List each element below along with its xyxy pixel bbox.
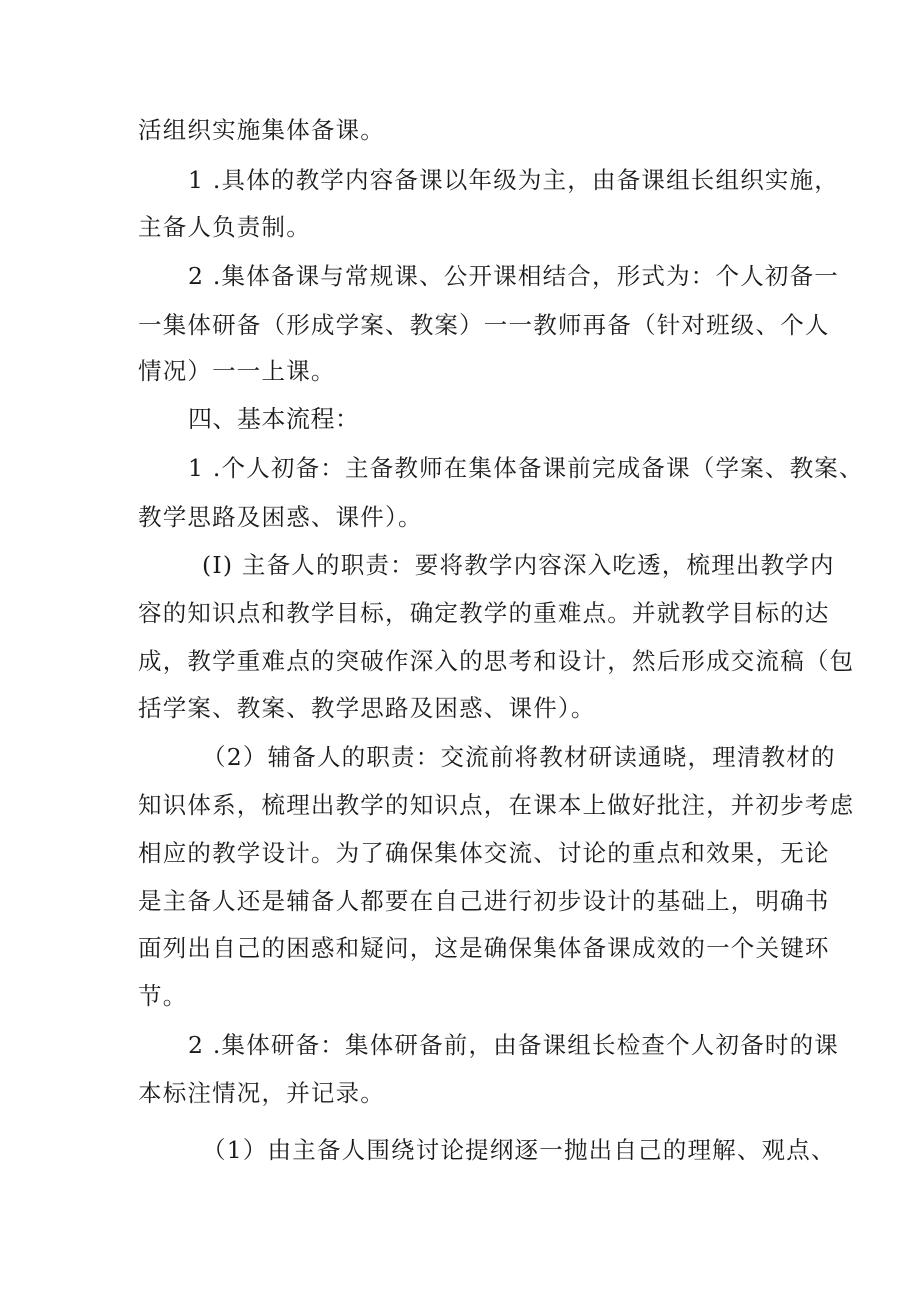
text-line-14: （2）辅备人的职责：交流前将教材研读通晓，理清教材的 — [202, 743, 836, 771]
section-heading: 四、基本流程： — [188, 405, 360, 433]
text-line-19: 节。 — [138, 982, 188, 1010]
text-line-9: 教学思路及困惑、课件）。 — [138, 503, 423, 531]
text-line-22: （1）由主备人围绕讨论提纲逐一抛出自己的理解、观点、 — [202, 1136, 836, 1164]
text-line-16: 相应的教学设计。为了确保集体交流、讨论的重点和效果，无论 — [138, 839, 830, 867]
text-line-2: 1 .具体的教学内容备课以年级为主，由备课组长组织实施， — [188, 166, 839, 194]
text-line-15: 知识体系，梳理出教学的知识点，在课本上做好批注，并初步考虑 — [138, 791, 855, 819]
text-line-1: 活组织实施集体备课。 — [138, 116, 385, 144]
text-line-6: 情况）一一上课。 — [138, 357, 336, 385]
text-line-21: 本标注情况，并记录。 — [138, 1079, 385, 1107]
text-line-8: 1 .个人初备：主备教师在集体备课前完成备课（学案、教案、 — [188, 454, 864, 482]
text-line-12: 成，教学重难点的突破作深入的思考和设计，然后形成交流稿（包 — [138, 647, 855, 675]
text-line-18: 面列出自己的困惑和疑问，这是确保集体备课成效的一个关键环 — [138, 934, 830, 962]
text-line-10: (I) 主备人的职责：要将教学内容深入吃透，梳理出教学内 — [202, 551, 835, 579]
text-line-17: 是主备人还是辅备人都要在自己进行初步设计的基础上，明确书 — [138, 887, 830, 915]
text-line-13: 括学案、教案、教学思路及困惑、课件）。 — [138, 694, 596, 722]
text-line-3: 主备人负责制。 — [138, 213, 311, 241]
text-line-11: 容的知识点和教学目标，确定教学的重难点。并就教学目标的达 — [138, 599, 830, 627]
text-line-5: 一集体研备（形成学案、教案）一一教师再备（针对班级、个人 — [138, 311, 830, 339]
text-line-20: 2 .集体研备：集体研备前，由备课组长检查个人初备时的课 — [188, 1031, 839, 1059]
text-line-4: 2 .集体备课与常规课、公开课相结合，形式为：个人初备一 — [188, 262, 839, 290]
